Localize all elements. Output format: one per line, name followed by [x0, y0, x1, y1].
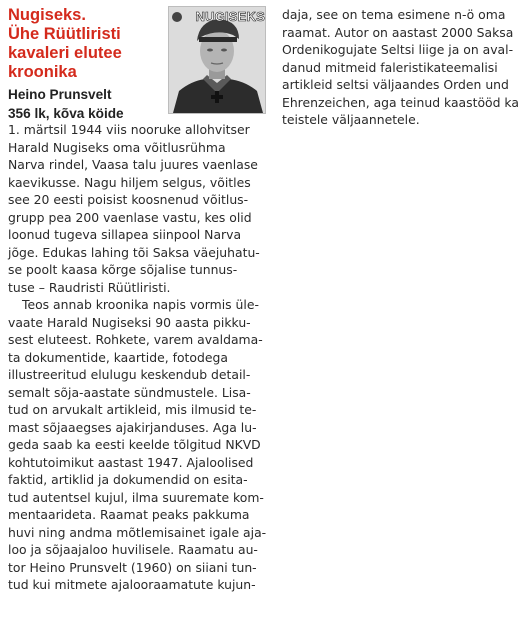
body-text-line: mentaarideta. Raamat peaks pakkuma	[8, 507, 250, 522]
body-text-line: tud autentsel kujul, ilma suuremate kom-	[8, 489, 264, 505]
body-text-line: loo ja sõjaajaloo huvilisele. Raamatu au-	[8, 542, 258, 557]
review-column-left	[8, 121, 266, 594]
body-text-line: grupp pea 200 vaenlase vastu, kes olid	[8, 209, 252, 225]
body-text-line: se poolt kaasa kõrge sõjalise tunnus-	[8, 262, 238, 277]
body-text-line: Teos annab kroonika napis vormis üle-	[22, 297, 259, 312]
body-text-line: sest eluteest. Rohkete, varem avaldama-	[8, 332, 263, 347]
body-text-line: danud mitmeid faleristikateemalisi	[282, 59, 498, 75]
body-text-line: Ehrenzeichen, aga teinud kaastööd ka	[282, 94, 519, 110]
book-title-line: kavaleri elutee	[8, 44, 122, 62]
body-text-line: tud kui mitmete ajalooraamatute kujun-	[8, 577, 256, 592]
book-title-line: Nugiseks.	[8, 6, 86, 24]
book-details: 356 lk, kõva köide	[8, 106, 124, 121]
body-text-line: loonud tugeva sillapea siinpool Narva	[8, 227, 242, 242]
body-text-line: huvi ning andma mõtlemisainet igale aja-	[8, 524, 267, 540]
body-text-line: mast sõjaaegses ajakirjanduses. Aga lu-	[8, 419, 257, 435]
book-title-line: kroonika	[8, 63, 77, 81]
body-text-line: teistele väljaannetele.	[282, 112, 420, 127]
body-text-line: jõge. Edukas lahing tõi Saksa väejuhatu-	[8, 244, 260, 260]
body-text-line: kaevikusse. Nagu hiljem selgus, võitles	[8, 174, 251, 190]
body-text-line: see 20 eesti poisist koosnenud võitlus-	[8, 192, 249, 207]
body-text-line: tud on arvukalt artikleid, mis ilmusid te-	[8, 402, 257, 417]
body-text-line: tor Heino Prunsvelt (1960) on siiani tun-	[8, 559, 257, 575]
body-text-line: artikleid seltsi väljaandes Orden und	[282, 77, 509, 92]
body-text-line: ta dokumentide, kaartide, fotodega	[8, 349, 228, 365]
body-text-line: semalt sõja-aastate sündmustele. Lisa-	[8, 384, 251, 400]
body-text-line: illustreeritud elulugu keskendub detail-	[8, 367, 251, 382]
book-author: Heino Prunsvelt	[8, 87, 112, 102]
body-text-line: Harald Nugiseks oma võitlusrühma	[8, 139, 226, 155]
review-column-right	[282, 6, 519, 129]
body-text-line: geda saab ka eesti keelde tõlgitud NKVD	[8, 437, 261, 452]
book-title-line: Ühe Rüütliristi	[8, 25, 121, 43]
body-text-line: Ordenikogujate Seltsi liige ja on aval-	[282, 42, 514, 57]
body-text-line: raamat. Autor on aastast 2000 Saksa	[282, 24, 514, 40]
body-text-line: kohtutoimikut aastast 1947. Ajaloolised	[8, 454, 254, 470]
book-cover-image	[168, 6, 266, 114]
body-text-line: daja, see on tema esimene n-ö oma	[282, 7, 506, 22]
cover-title: NUGISEKS	[195, 9, 265, 24]
book-title	[8, 6, 168, 82]
body-text-line: vaate Harald Nugiseksi 90 aasta pikku-	[8, 314, 251, 330]
body-text-line: tuse – Raudristi Rüütliristi.	[8, 279, 171, 295]
body-text-line: faktid, artiklid ja dokumendid on esita-	[8, 472, 248, 487]
body-text-line: 1. märtsil 1944 viis nooruke allohvitser	[8, 122, 250, 137]
body-text-line: Narva rindel, Vaasa talu juures vaenlase	[8, 157, 258, 172]
